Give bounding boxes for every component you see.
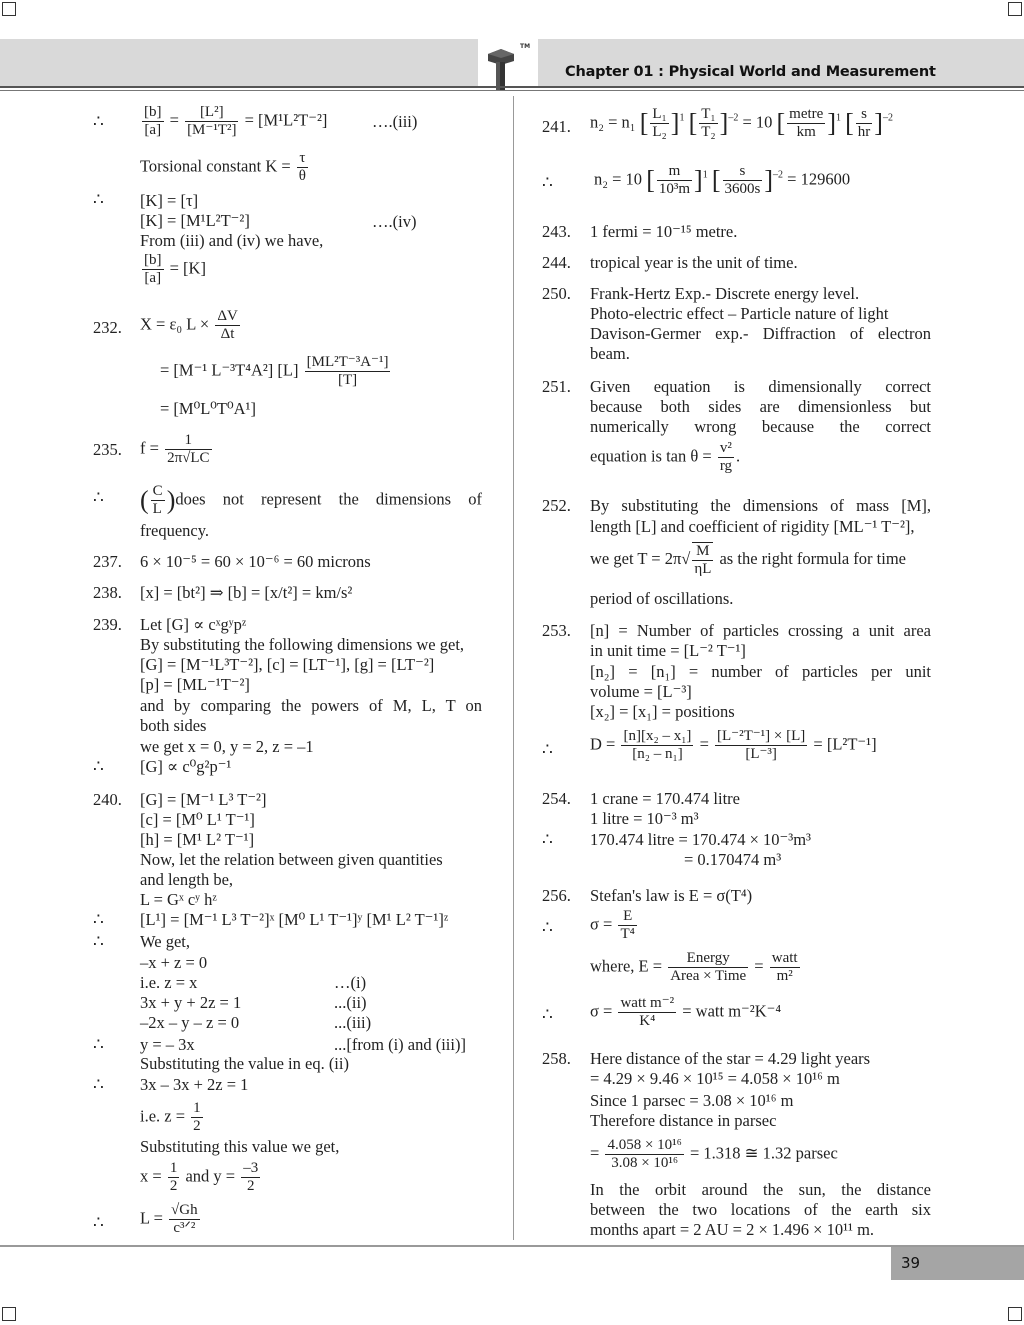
question-number: 252. — [542, 496, 571, 515]
text-line: –x + z = 0 — [140, 953, 208, 972]
equation-line: = [M⁻¹ L⁻³T⁴A²] [L] $\frac{\text{[ML²T⁻³A⁻¹]}}{[T]}$ — [160, 354, 389, 388]
header-rule-thin — [0, 90, 1024, 91]
text-line: between the two locations of the earth six — [590, 1200, 931, 1219]
therefore-symbol: ∴ — [93, 910, 104, 929]
equation-line: X = ε₀ L × $\frac{\Delta V}{\Delta t}$ — [140, 308, 238, 342]
answer-text: [x] = [bt²] ⇒ [b] = [x/t²] = km/s² — [140, 583, 353, 602]
question-number: 251. — [542, 377, 571, 396]
therefore-symbol: ∴ — [93, 757, 104, 776]
equation-line: n₂ = 10 [ $\frac{m}{\text{10³m}}$ ]$^1$ [ $\frac{s}{3600s}$ ]$^{-2}$ = 129600 — [594, 163, 851, 197]
text-line: Given equation is dimensionally correct — [590, 377, 931, 396]
question-number: 238. — [93, 583, 122, 602]
therefore-symbol: ∴ — [93, 190, 104, 209]
question-number: 235. — [93, 440, 122, 459]
question-number: 254. — [542, 789, 571, 808]
question-number: 243. — [542, 222, 571, 241]
torsional-constant: Torsional constant K = $\frac{\tau}{\theta}$ — [140, 150, 306, 184]
text-line: [G] ∝ c⁰g²p⁻¹ — [140, 757, 232, 776]
equation-line: equation is tan θ = $\frac{\text{v²}}{rg}$ . — [590, 440, 741, 474]
text-line: and length be, — [140, 870, 234, 889]
therefore-symbol: ∴ — [93, 932, 104, 951]
equation-tag: ...[from (i) and (iii)] — [334, 1035, 466, 1054]
answer-text: 1 fermi = 10⁻¹⁵ metre. — [590, 222, 738, 241]
question-number: 232. — [93, 318, 122, 337]
question-number: 253. — [542, 621, 571, 640]
text-line: [h] = [M¹ L² T⁻¹] — [140, 830, 255, 849]
text-line: Now, let the relation between given quantities — [140, 850, 443, 869]
question-number: 239. — [93, 615, 122, 634]
question-number: 258. — [542, 1049, 571, 1068]
text-line: Stefan's law is E = σ(T⁴) — [590, 886, 753, 905]
equation-iii: $\frac{[b]}{[a]}$ = $\frac{\text{[L²]}}{\text{[M⁻¹T²]}}$ = [M¹L²T⁻²] — [144, 104, 328, 138]
text-line: Let [G] ∝ cˣgʸpᶻ — [140, 615, 247, 634]
question-number: 241. — [542, 117, 571, 136]
equation-line: we get T = 2π√ $\frac{M}{\eta L}$ as the right formula for time — [590, 543, 906, 577]
equation-line: L = $\frac{√Gh}{\text{c³ᐟ²}}$ — [140, 1202, 198, 1236]
equation-tag: ...(iii) — [334, 1013, 372, 1032]
equation-line: x = $\frac{1}{2}$ and y = $\frac{-3}{2}$ — [140, 1160, 259, 1194]
text-line: and by comparing the powers of M, L, T on — [140, 696, 482, 715]
text-line: because both sides are dimensionless but — [590, 397, 931, 416]
text-line: [L¹] = [M⁻¹ L³ T⁻²]ˣ [M⁰ L¹ T⁻¹]ʸ [M¹ L² T⁻¹]ᶻ — [140, 910, 449, 929]
equation-tag: ...(ii) — [334, 993, 367, 1012]
text-line: [K] = [M¹L²T⁻²] — [140, 211, 250, 230]
answer-text: tropical year is the unit of time. — [590, 253, 798, 272]
header-band-left — [0, 39, 478, 87]
text-line: From (iii) and (iv) we have, — [140, 231, 324, 250]
therefore-symbol: ∴ — [542, 830, 553, 849]
text-line: 3x – 3x + 2z = 1 — [140, 1075, 249, 1094]
text-line: beam. — [590, 344, 630, 363]
chapter-title: Chapter 01 : Physical World and Measurement — [565, 64, 936, 80]
question-number: 240. — [93, 790, 122, 809]
text-line: frequency. — [140, 521, 210, 540]
text-line: 3x + y + 2z = 1 — [140, 993, 242, 1012]
equation-line: σ = $\frac{E}{\text{T⁴}}$ — [590, 908, 635, 942]
text-line: By substituting the following dimensions we get, — [140, 635, 465, 654]
text-line: Therefore distance in parsec — [590, 1111, 777, 1130]
answer-text: 6 × 10⁻⁵ = 60 × 10⁻⁶ = 60 microns — [140, 552, 371, 571]
crop-mark-bottom-right — [1008, 1307, 1022, 1321]
therefore-symbol: ∴ — [542, 173, 553, 192]
text-line: [G] = [M⁻¹L³T⁻²], [c] = [LT⁻¹], [g] = [LT⁻²] — [140, 655, 435, 674]
text-line: Since 1 parsec = 3.08 × 10¹⁶ m — [590, 1091, 794, 1110]
equation-line: D = $\frac{\text{[n][x₂ – x₁]}}{\text{[n₂ – n₁]}}$ = $\frac{\text{[L⁻²T⁻¹] × [L]}}{\text{[L⁻³]}}$ = [L²T⁻¹] — [590, 728, 877, 762]
equation-line: i.e. z = $\frac{1}{2}$ — [140, 1100, 201, 1134]
therefore-symbol: ∴ — [93, 1075, 104, 1094]
question-number: 244. — [542, 253, 571, 272]
therefore-symbol: ∴ — [542, 918, 553, 937]
text-line: y = – 3x — [140, 1035, 195, 1054]
question-number: 256. — [542, 886, 571, 905]
text-line: = 0.170474 m³ — [684, 850, 782, 869]
text-line: –2x – y – z = 0 — [140, 1013, 240, 1032]
page-number: 39 — [901, 1254, 921, 1272]
text-line: length [L] and coefficient of rigidity [ML⁻¹ T⁻²], — [590, 517, 915, 536]
therefore-symbol: ∴ — [93, 488, 104, 507]
equation-line: n₂ = n₁ [ $\frac{\text{L₁}}{\text{L₂}}$ ]$^1$ [ $\frac{\text{T₁}}{\text{T₂}}$ ]$^{-2}$ = 10 [ $\frac{\text{metre}}{km}$ ]$^1$ [ $\frac{s}{hr}$ ]$^{-2}$ — [590, 106, 893, 140]
text-line: [x₂] = [x₁] = positions — [590, 702, 735, 721]
trademark-mark: TM — [520, 43, 531, 50]
therefore-symbol: ∴ — [93, 1035, 104, 1054]
text-line: = 4.29 × 9.46 × 10¹⁵ = 4.058 × 10¹⁶ m — [590, 1069, 840, 1088]
text-line: Frank-Hertz Exp.- Discrete energy level. — [590, 284, 860, 303]
text-line: In the orbit around the sun, the distance — [590, 1180, 931, 1199]
text-line: [G] = [M⁻¹ L³ T⁻²] — [140, 790, 267, 809]
equation-line: f = $\frac{1}{2\pi√LC}$ — [140, 432, 210, 466]
text-line: months apart = 2 AU = 2 × 1.496 × 10¹¹ m. — [590, 1220, 875, 1239]
equation-line: where, E = $\frac{\text{Energy}}{\text{Area × Time}}$ = $\frac{\text{watt}}{\text{m²}}$ — [590, 950, 798, 984]
text-line: 1 crane = 170.474 litre — [590, 789, 740, 808]
equation-tag: …(i) — [334, 973, 367, 992]
page-number-box — [891, 1247, 1024, 1280]
equation-line: = [M⁰L⁰T⁰A¹] — [160, 399, 256, 418]
text-line: Photo-electric effect – Particle nature of light — [590, 304, 889, 323]
text-line: [p] = [ML⁻¹T⁻²] — [140, 675, 250, 694]
crop-mark-top-right — [1008, 2, 1022, 16]
column-divider — [513, 96, 514, 1240]
text-line: period of oscillations. — [590, 589, 734, 608]
equation-final: $\frac{[b]}{[a]}$ = [K] — [144, 252, 206, 286]
footer-rule — [0, 1245, 1024, 1247]
equation-line: = $\frac{\text{4.058 × 10¹⁶}}{\text{3.08 × 10¹⁶}}$ = 1.318 ≅ 1.32 parsec — [590, 1137, 838, 1171]
text-line: ( $\frac{C}{L}$ )does not represent the dimensions of — [140, 483, 482, 517]
text-line: i.e. z = x — [140, 973, 198, 992]
question-number: 237. — [93, 552, 122, 571]
header-rule — [0, 86, 1024, 88]
text-line: numerically wrong because the correct — [590, 417, 931, 436]
text-line: [K] = [τ] — [140, 191, 199, 210]
text-line: in unit time = [L⁻² T⁻¹] — [590, 641, 746, 660]
therefore-symbol: ∴ — [93, 1213, 104, 1232]
text-line: both sides — [140, 716, 207, 735]
equation-line: σ = $\frac{\text{watt m⁻²}}{\text{K⁴}}$ = watt m⁻²K⁻⁴ — [590, 995, 782, 1029]
question-number: 250. — [542, 284, 571, 303]
text-line: L = Gˣ cʸ hᶻ — [140, 890, 217, 909]
text-line: [c] = [M⁰ L¹ T⁻¹] — [140, 810, 255, 829]
text-line: Here distance of the star = 4.29 light years — [590, 1049, 871, 1068]
equation-tag: ….(iv) — [372, 212, 417, 231]
text-line: We get, — [140, 932, 190, 951]
crop-mark-bottom-left — [2, 1307, 16, 1321]
therefore-symbol: ∴ — [542, 740, 553, 759]
text-line: we get x = 0, y = 2, z = –1 — [140, 737, 314, 756]
text-line: 170.474 litre = 170.474 × 10⁻³m³ — [590, 830, 811, 849]
text-line: By substituting the dimensions of mass [M], — [590, 496, 931, 515]
crop-mark-top-left — [2, 2, 16, 16]
equation-tag: ….(iii) — [372, 112, 418, 131]
text-line: Substituting the value in eq. (ii) — [140, 1054, 349, 1073]
therefore-symbol: ∴ — [93, 112, 104, 131]
text-line: [n] = Number of particles crossing a unit area — [590, 621, 931, 640]
text-line: volume = [L⁻³] — [590, 682, 692, 701]
text-line: [n₂] = [n₁] = number of particles per unit — [590, 662, 931, 681]
text-line: 1 litre = 10⁻³ m³ — [590, 809, 699, 828]
therefore-symbol: ∴ — [542, 1005, 553, 1024]
text-line: Davison-Germer exp.- Diffraction of electron — [590, 324, 931, 343]
text-line: Substituting this value we get, — [140, 1137, 340, 1156]
